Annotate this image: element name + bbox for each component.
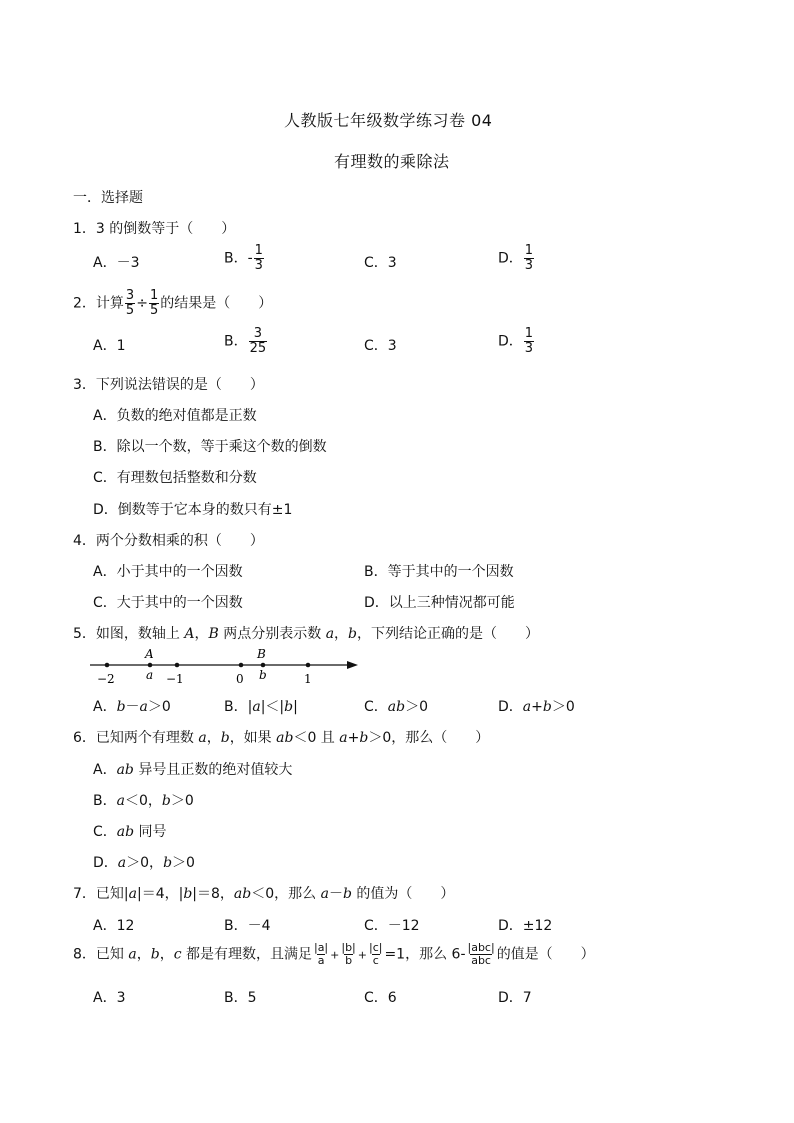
option-d: D．a＞0，b＞0 — [93, 855, 195, 871]
option-a: A．小于其中的一个因数 — [93, 564, 243, 580]
option-c: C．ab＞0 — [364, 699, 429, 715]
option-d: D．a+b＞0 — [498, 699, 575, 715]
option-a: A．－3 — [93, 255, 140, 271]
section-heading: 一．选择题 — [73, 190, 143, 206]
label-B: B — [257, 647, 266, 661]
option-c: C．大于其中的一个因数 — [93, 595, 243, 611]
option-b: B．a＜0，b＞0 — [93, 793, 194, 809]
question-stem: 4．两个分数相乘的积（ ） — [73, 533, 264, 549]
option-c: C．3 — [364, 255, 397, 271]
fraction: $\frac{|c|}{c}$ — [368, 941, 383, 967]
option-a: A．负数的绝对值都是正数 — [93, 408, 257, 424]
option-c: C．6 — [364, 990, 397, 1006]
fraction: $\frac{3}{5}$ — [125, 288, 135, 318]
fraction: $\frac{3}{25}$ — [249, 326, 267, 356]
option-a: A．b－a＞0 — [93, 699, 171, 715]
option-a: A．ab 异号且正数的绝对值较大 — [93, 762, 293, 778]
option-d: D．±12 — [498, 918, 553, 934]
option-c: C．ab 同号 — [93, 824, 167, 840]
fraction: $\frac{|a|}{a}$ — [313, 941, 329, 967]
tick-label: −1 — [166, 672, 184, 686]
fraction: $\frac{1}{5}$ — [149, 288, 159, 318]
fraction: $\frac{|b|}{b}$ — [341, 941, 356, 967]
option-d: D．以上三种情况都可能 — [364, 595, 515, 611]
option-c: C．－12 — [364, 918, 420, 934]
tick-point — [175, 663, 180, 668]
page-title: 人教版七年级数学练习卷 04 — [284, 111, 493, 130]
question-stem: 8．已知 a，b，c 都是有理数，且满足 $\frac{|a|}{a}$ + $\frac{|b|}{b}$ + $\frac{|c|}{c}$ =1，那么 6- $\frac{\text{|abc|}}{\text{abc}}$ 的值是（ ） — [73, 941, 595, 967]
option-a: A．1 — [93, 338, 126, 354]
option-b: B．- $\frac{1}{3}$ — [224, 243, 263, 273]
tick-point — [105, 663, 110, 668]
tick-label: −2 — [97, 672, 115, 686]
fraction: $\frac{1}{3}$ — [524, 243, 534, 273]
question-stem: 3．下列说法错误的是（ ） — [73, 377, 264, 393]
option-d: D．7 — [498, 990, 532, 1006]
label-b: b — [259, 668, 267, 682]
option-b: B．－4 — [224, 918, 271, 934]
tick-point — [239, 663, 244, 668]
question-stem: 7．已知|a|＝4，|b|＝8，ab＜0，那么 a－b 的值为（ ） — [73, 886, 455, 902]
option-b: B．除以一个数，等于乘这个数的倒数 — [93, 439, 327, 455]
fraction: $\frac{1}{3}$ — [524, 326, 534, 356]
number-line — [88, 646, 360, 688]
option-b: B．5 — [224, 990, 257, 1006]
question-stem: 5．如图，数轴上 A，B 两点分别表示数 a，b，下列结论正确的是（ ） — [73, 626, 540, 642]
tick-point — [306, 663, 311, 668]
option-a: A．12 — [93, 918, 135, 934]
tick-label: 1 — [304, 672, 312, 686]
option-d: D．倒数等于它本身的数只有±1 — [93, 502, 293, 518]
tick-label: 0 — [236, 672, 244, 686]
option-b: B． $\frac{3}{25}$ — [224, 326, 267, 356]
option-a: A．3 — [93, 990, 126, 1006]
fraction: $\frac{\text{|abc|}}{\text{abc}}$ — [467, 941, 495, 967]
page-subtitle: 有理数的乘除法 — [334, 152, 450, 171]
option-d: D． $\frac{1}{3}$ — [498, 326, 534, 356]
option-c: C．有理数包括整数和分数 — [93, 470, 257, 486]
option-b: B．|a|＜|b| — [224, 699, 298, 715]
option-c: C．3 — [364, 338, 397, 354]
label-a: a — [146, 668, 154, 682]
arrow-icon — [347, 661, 358, 669]
option-b: B．等于其中的一个因数 — [364, 564, 514, 580]
fraction: $\frac{1}{3}$ — [254, 243, 263, 273]
option-d: D． $\frac{1}{3}$ — [498, 243, 534, 273]
question-stem: 2．计算 $\frac{3}{5}$ ÷ $\frac{1}{5}$ 的结果是（ ） — [73, 288, 273, 318]
label-A: A — [145, 647, 154, 661]
question-stem: 1．3 的倒数等于（ ） — [73, 221, 236, 237]
point-a — [148, 663, 153, 668]
point-b — [261, 663, 266, 668]
question-stem: 6．已知两个有理数 a，b，如果 ab＜0 且 a+b＞0，那么（ ） — [73, 730, 490, 746]
